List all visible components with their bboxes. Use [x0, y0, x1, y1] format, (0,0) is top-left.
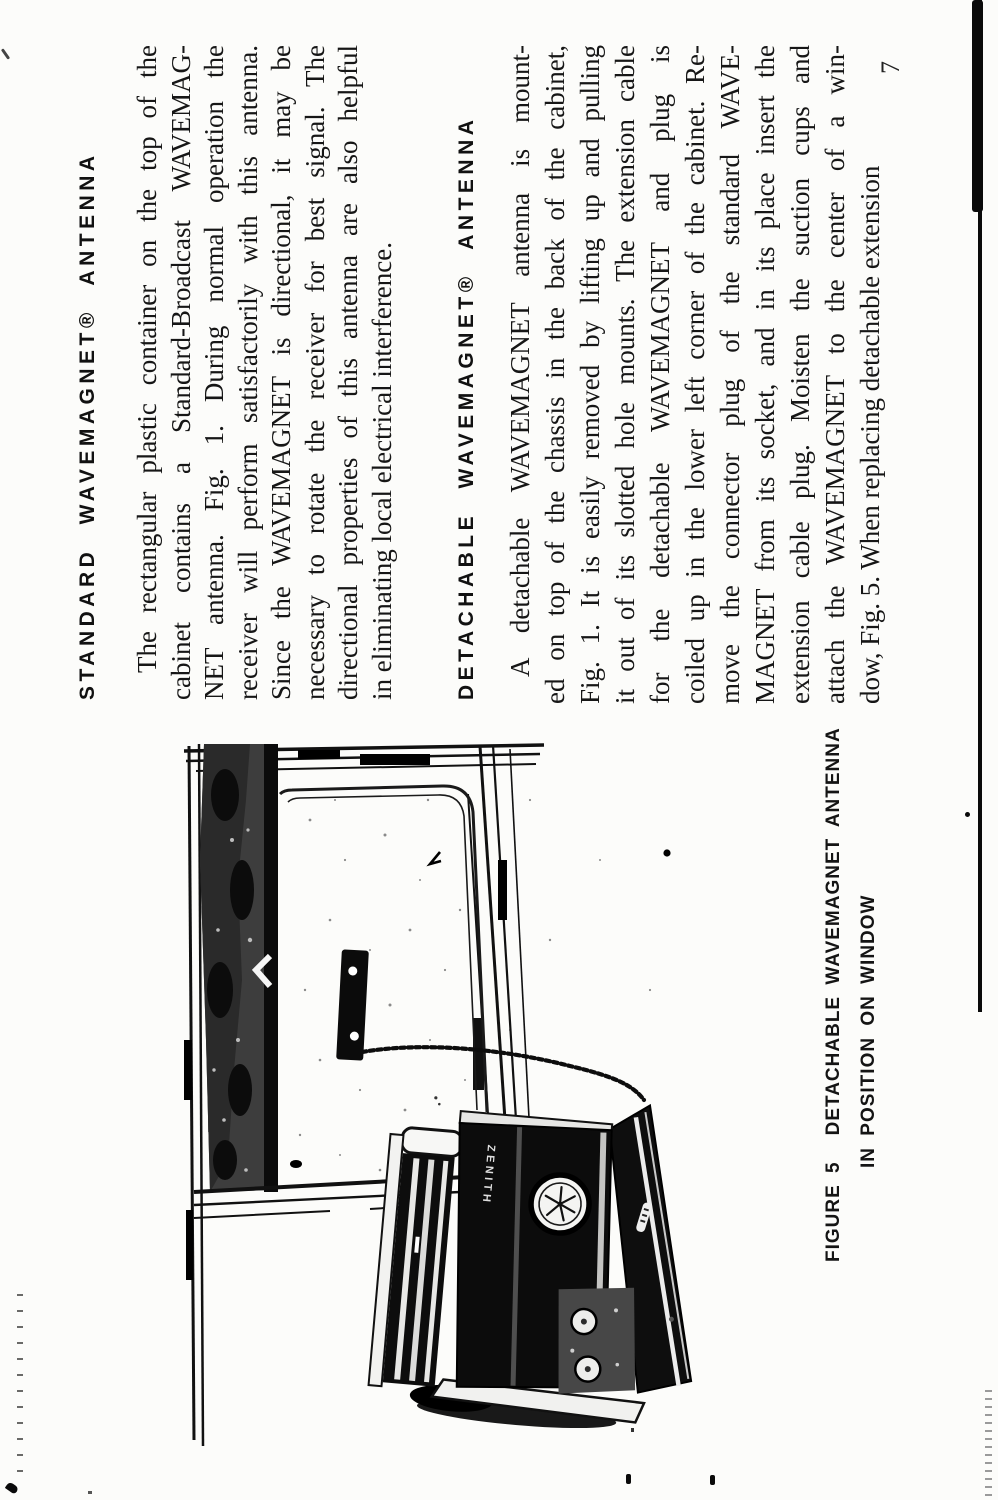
text-line: extension cable plug. Moisten the suction cups and [785, 45, 815, 704]
zenith-brand-label: ZENITH [479, 1144, 497, 1206]
figure-caption-line2: IN POSITION ON WINDOW [858, 894, 879, 1168]
scan-speck [88, 1491, 92, 1494]
figure-caption-line1 [823, 727, 845, 1262]
glass-blemish [290, 1160, 302, 1168]
page-number: 7 [876, 61, 905, 74]
text-line: Fig. 1. It is easily removed by lifting up and pulling [575, 45, 605, 704]
text-line: move the connector plug of the standard WAVE- [715, 45, 745, 704]
paragraph-detachable-wavemagnet [503, 45, 888, 704]
heading-standard-wavemagnet: STANDARD WAVEMAGNET® ANTENNA [76, 151, 99, 700]
text-line: coiled up in the lower left corner of the cabinet. Re- [680, 45, 710, 704]
text-line: directional properties of this antenna are also helpful [333, 45, 363, 700]
text-line: The rectangular plastic container on the top of the [132, 45, 162, 673]
figure-photo [180, 740, 730, 1460]
window-sash [280, 786, 487, 1112]
text-line: receiver will perform satisfactorily with this antenna. [232, 45, 263, 700]
scan-speck-row [17, 1284, 23, 1472]
text-line: it out of its slotted hole mounts. The extension cable [610, 45, 640, 704]
text-line: MAGNET from its socket, and in its place insert the [750, 45, 780, 704]
radio-handle [401, 1127, 463, 1157]
scan-mark-slash [1, 48, 10, 60]
figure-caption-label: FIGURE 5 [823, 1161, 844, 1262]
scan-mark-dash [710, 1475, 715, 1485]
scan-edge-line-thick [972, 0, 983, 212]
text-line: NET antenna. Fig. 1. During normal operation the [199, 45, 229, 700]
text-line: dow, Fig. 5. When replacing detachable extension [855, 165, 885, 704]
radio-control-plate [550, 1281, 644, 1400]
heading-detachable-wavemagnet: DETACHABLE WAVEMAGNET® ANTENNA [455, 115, 478, 700]
text-line: in eliminating local electrical interference. [366, 241, 397, 700]
text-line: ed on top of the chassis in the back of the cabinet, [540, 45, 570, 704]
text-line: necessary to rotate the receiver for best signal. The [299, 45, 330, 700]
text-line: attach the WAVEMAGNET to the center of a win- [820, 45, 850, 704]
radio [366, 1083, 715, 1440]
scan-speck [631, 1428, 634, 1432]
figure-caption-title: DETACHABLE WAVEMAGNET ANTENNA [823, 727, 844, 1136]
text-line: cabinet contains a Standard-Broadcast WAVEMAG- [165, 45, 196, 700]
wall-dot [663, 849, 670, 856]
radio-dial [529, 1173, 592, 1236]
scan-mark-comma [5, 1481, 19, 1494]
scan-dot [965, 812, 970, 817]
pointer-mark [430, 852, 441, 864]
paragraph-standard-wavemagnet [131, 45, 399, 700]
wavemagnet-antenna-bar [336, 949, 369, 1060]
text-line: for the detachable WAVEMAGNET and plug is [645, 45, 675, 704]
scan-mark-dash [626, 1474, 631, 1484]
scan-fuzz-row [985, 1384, 992, 1496]
curtain [200, 744, 278, 1192]
text-line: A detachable WAVEMAGNET antenna is mount- [505, 45, 535, 677]
text-line: Since the WAVEMAGNET is directional, it may be [266, 45, 296, 700]
